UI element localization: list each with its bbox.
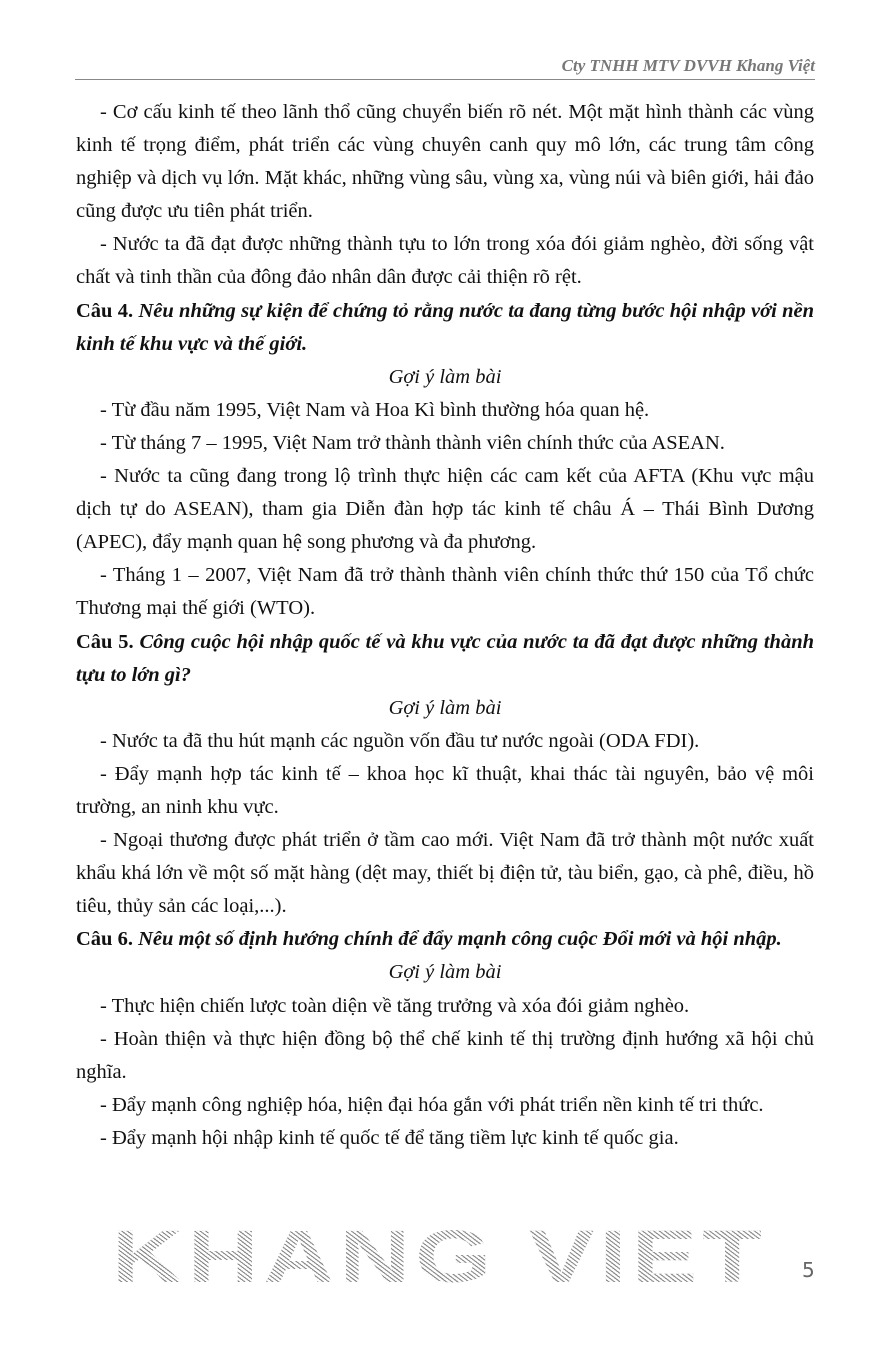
paragraph: - Tháng 1 – 2007, Việt Nam đã trở thành thành viên chính thức thứ 150 của Tổ chức Thương mại thế giới (WTO). <box>76 564 814 620</box>
question-heading <box>76 923 814 956</box>
page-header <box>75 54 815 80</box>
paragraph: - Đẩy mạnh hợp tác kinh tế – khoa học kĩ thuật, khai thác tài nguyên, bảo vệ môi trường, an ninh khu vực. <box>76 762 814 818</box>
paragraph: - Ngoại thương được phát triển ở tầm cao mới. Việt Nam đã trở thành một nước xuất khẩu khá lớn về một số mặt hàng (dệt may, thiết bị điện tử, tàu biển, gạo, cà phê, điều, hồ tiêu, thủy sản các loại,...). <box>76 829 814 918</box>
question-label: Câu 6. <box>76 928 133 951</box>
paragraph: - Nước ta đã thu hút mạnh các nguồn vốn đầu tư nước ngoài (ODA FDI). <box>100 729 700 752</box>
paragraph: - Đẩy mạnh hội nhập kinh tế quốc tế để tăng tiềm lực kinh tế quốc gia. <box>100 1126 679 1149</box>
question-text: Nêu những sự kiện để chứng tỏ rằng nước ta đang từng bước hội nhập với nền kinh tế khu vực và thế giới. <box>76 299 814 355</box>
watermark-logo: KHANG VIET <box>112 1215 768 1298</box>
question-heading <box>76 295 814 361</box>
page-number: 5 <box>802 1258 815 1282</box>
question-text: Công cuộc hội nhập quốc tế và khu vực của nước ta đã đạt được những thành tựu to lớn gì? <box>76 630 815 686</box>
document-body <box>76 96 814 1155</box>
paragraph: - Hoàn thiện và thực hiện đồng bộ thể chế kinh tế thị trường định hướng xã hội chủ nghĩa. <box>76 1027 814 1083</box>
question-text: Nêu một số định hướng chính để đẩy mạnh công cuộc Đổi mới và hội nhập. <box>138 928 782 951</box>
paragraph: - Nước ta đã đạt được những thành tựu to lớn trong xóa đói giảm nghèo, đời sống vật chất và tinh thần của đông đảo nhân dân được cải thiện rõ rệt. <box>76 233 814 289</box>
company-name: Cty TNHH MTV DVVH Khang Việt <box>561 56 815 75</box>
paragraph: - Đẩy mạnh công nghiệp hóa, hiện đại hóa gắn với phát triển nền kinh tế tri thức. <box>100 1093 764 1116</box>
paragraph: - Từ đầu năm 1995, Việt Nam và Hoa Kì bình thường hóa quan hệ. <box>100 398 650 421</box>
question-label: Câu 5. <box>76 630 134 653</box>
paragraph: - Thực hiện chiến lược toàn diện về tăng trưởng và xóa đói giảm nghèo. <box>100 994 690 1017</box>
answer-hint-heading: Gợi ý làm bài <box>388 365 502 388</box>
paragraph: - Nước ta cũng đang trong lộ trình thực hiện các cam kết của AFTA (Khu vực mậu dịch tự do ASEAN), tham gia Diễn đàn hợp tác kinh tế châu Á – Thái Bình Dương (APEC), đẩy mạnh quan hệ song phương và đa phương. <box>76 465 814 554</box>
question-heading <box>76 626 814 692</box>
answer-hint-heading: Gợi ý làm bài <box>388 696 502 719</box>
paragraph: - Cơ cấu kinh tế theo lãnh thổ cũng chuyển biến rõ nét. Một mặt hình thành các vùng kinh tế trọng điểm, phát triển các vùng chuyên canh quy mô lớn, các trung tâm công nghiệp và dịch vụ lớn. Mặt khác, những vùng sâu, vùng xa, vùng núi và biên giới, hải đảo cũng được ưu tiên phát triển. <box>76 101 814 223</box>
answer-hint-heading: Gợi ý làm bài <box>388 961 502 984</box>
question-label: Câu 4. <box>76 299 134 322</box>
paragraph: - Từ tháng 7 – 1995, Việt Nam trở thành thành viên chính thức của ASEAN. <box>100 431 725 454</box>
